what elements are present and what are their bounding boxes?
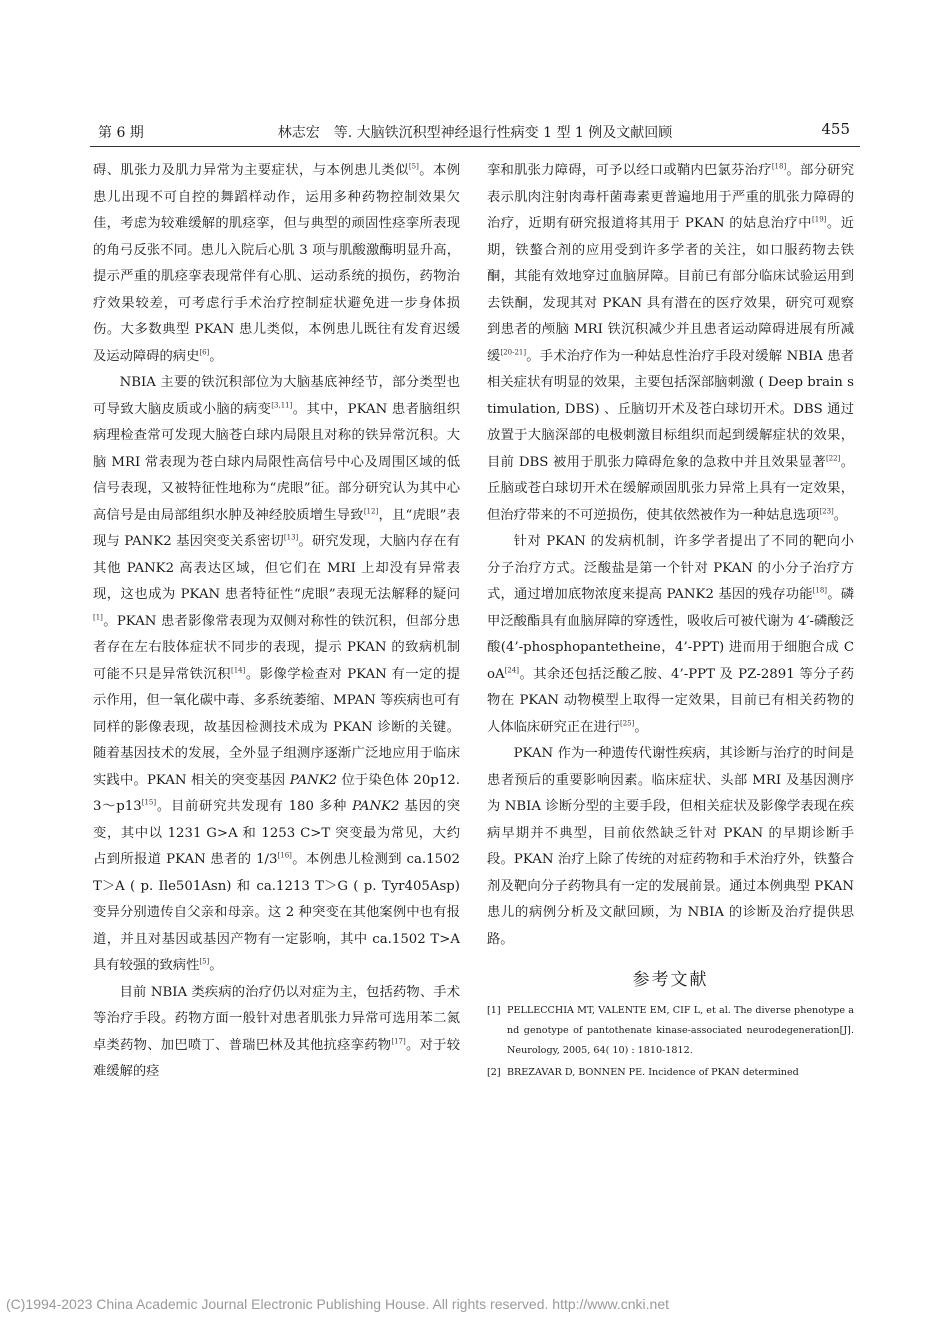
paragraph: 目前 NBIA 类疾病的治疗仍以对症为主，包括药物、手术等治疗手段。药物方面一般针对患者肌张力异常可选用苯二氮卓类药物、加巴喷丁、普瑞巴林及其他抗痉挛药物[17]。对于较难缓解的痉	[93, 984, 460, 1079]
citation: [5]	[408, 162, 419, 171]
citation: [18]	[812, 586, 828, 595]
citation: [16]	[277, 851, 292, 860]
paragraph: PKAN 作为一种遗传代谢性疾病，其诊断与治疗的时间是患者预后的重要影响因素。临床症状、头部 MRI 及基因测序为 NBIA 诊断分型的主要手段，但相关症状及影像学表现在疾病早期并不典型，目前依然缺乏针对 PKAN 的早期诊断手段。PKAN 治疗上除了传统的对症药物和手术治疗外，铁螯合剂及靶向分子药物具有一定的发展前景。通过本例典型 PKAN 患儿的病例分析及文献回顾，为 NBIA 的诊断及治疗提供思路。	[487, 746, 854, 947]
citation: [19]	[812, 215, 827, 224]
reference-item: [1] PELLECCHIA MT, VALENTE EM, CIF L, et al. The diverse phenotype and genotype of pantothenate kinase-associated neurodegeneration[J]. Neurology, 2005, 64( 10) : 1810-1812.	[487, 1001, 854, 1061]
reference-item: [2] BREZAVAR D, BONNEN PE. Incidence of PKAN determined	[487, 1063, 854, 1083]
copyright-footer: (C)1994-2023 China Academic Journal Electronic Publishing House. All rights reserved. http://www.cnki.net	[6, 1296, 669, 1312]
running-title: 林志宏 等. 大脑铁沉积型神经退行性病变 1 型 1 例及文献回顾	[277, 125, 673, 141]
citation: [3,11]	[271, 401, 293, 410]
paragraph: NBIA 主要的铁沉积部位为大脑基底神经节，部分类型也可导致大脑皮质或小脑的病变[3,11]。其中，PKAN 患者脑组织病理检查常可发现大脑苍白球内局限且对称的铁异常沉积。大脑 MRI 常表现为苍白球内局限性高信号中心及周围区域的低信号表现，又被特征性地称为“虎眼”征。部分研究认为其中心高信号是由局部组织水肿及神经胶质增生导致[12]，且“虎眼”表现与 PANK2 基因突变关系密切[13]。研究发现，大脑内存在有其他 PANK2 高表达区域，但它们在 MRI 上却没有异常表现，这也成为 PKAN 患者特征性“虎眼”表现无法解释的疑问[1]。PKAN 患者影像常表现为双侧对称性的铁沉积，但部分患者存在左右肢体症状不同步的表现，提示 PKAN 的致病机制可能不只是异常铁沉积[14]。影像学检查对 PKAN 有一定的提示作用，但一氧化碳中毒、多系统萎缩、MPAN 等疾病也可有同样的影像表现，故基因检测技术成为 PKAN 诊断的关键。随着基因技术的发展，全外显子组测序逐渐广泛地应用于临床实践中。PKAN 相关的突变基因 PANK2 位于染色体 20p12. 3～p13[15]。目前研究共发现有 180 多种 PANK2 基因的突变，其中以 1231 G>A 和 1253 C>T 突变最为常见，大约占到所报道 PKAN 患者的 1/3[16]。本例患儿检测到 ca.1502 T＞A ( p. Ile501Asn) 和 ca.1213 T＞G ( p. Tyr405Asp) 变异分别遗传自父亲和母亲。这 2 种突变在其他案例中也有报道，并且对基因或基因产物有一定影响，其中 ca.1502 T>A 具有较强的致病性[5]。	[93, 375, 461, 973]
right-column	[487, 158, 854, 1085]
citation: [18]	[771, 162, 787, 171]
citation: [13]	[283, 533, 299, 542]
issue-label: 第 6 期	[98, 125, 144, 141]
citation: [22]	[825, 454, 841, 463]
gene-name: PANK2	[352, 799, 400, 814]
citation: [17]	[391, 1037, 406, 1046]
running-header	[90, 120, 860, 147]
left-column	[93, 158, 460, 1086]
reference-number: [2]	[487, 1067, 501, 1078]
citation: [1]	[93, 613, 103, 622]
paragraph: 挛和肌张力障碍，可予以经口或鞘内巴氯芬治疗[18]。部分研究表示肌肉注射肉毒杆菌毒素更普遍地用于严重的肌张力障碍的治疗，近期有研究报道将其用于 PKAN 的姑息治疗中[19]。近期，铁螯合剂的应用受到许多学者的关注，如口服药物去铁酮，其能有效地穿过血脑屏障。目前已有部分临床试验运用到去铁酮，发现其对 PKAN 具有潜在的医疗效果，研究可观察到患者的颅脑 MRI 铁沉积减少并且患者运动障碍进展有所减缓[20-21]。手术治疗作为一种姑息性治疗手段对缓解 NBIA 患者相关症状有明显的效果，主要包括深部脑刺激 ( Deep brain stimulation, DBS) 、丘脑切开术及苍白球切开术。DBS 通过放置于大脑深部的电极刺激目标组织而起到缓解症状的效果，目前 DBS 被用于肌张力障碍危象的急救中并且效果显著[22]。丘脑或苍白球切开术在缓解顽固肌张力异常上具有一定效果，但治疗带来的不可逆损伤，使其依然被作为一种姑息选项[23]。	[487, 162, 855, 523]
citation: [20-21]	[500, 348, 527, 357]
citation: [25]	[619, 719, 635, 728]
paragraph: 针对 PKAN 的发病机制，许多学者提出了不同的靶向小分子治疗方式。泛酸盐是第一个针对 PKAN 的小分子治疗方式，通过增加底物浓度来提高 PANK2 基因的残存功能[18]。磷甲泛酸酯具有血脑屏障的穿透性，吸收后可被代谢为 4′-磷酸泛酸(4’-phosphopantetheine，4’-PPT) 进而用于细胞合成 CoA[24]。其余还包括泛酸乙胺、4’-PPT 及 PZ-2891 等分子药物在 PKAN 动物模型上取得一定效果，目前已有相关药物的人体临床研究正在进行[25]。	[487, 534, 854, 735]
citation: [5]	[199, 957, 210, 966]
page-number: 455	[821, 120, 850, 138]
reference-number: [1]	[487, 1005, 501, 1016]
citation: [6]	[199, 348, 210, 357]
references-heading: 参考文献	[632, 970, 709, 990]
citation: [23]	[819, 507, 834, 516]
citation: [14]	[231, 666, 246, 675]
citation: [24]	[504, 666, 519, 675]
paragraph: 碍、肌张力及肌力异常为主要症状，与本例患儿类似[5]。本例患儿出现不可自控的舞蹈样动作，运用多种药物控制效果欠佳，考虑为较难缓解的肌痉挛，但与典型的顽固性痉挛所表现的角弓反张不同。患儿入院后心肌 3 项与肌酸激酶明显升高，提示严重的肌痉挛表现常伴有心肌、运动系统的损伤，药物治疗效果较差，可考虑行手术治疗控制症状避免进一步身体损伤。大多数典型 PKAN 患儿类似，本例患儿既往有发育迟缓及运动障碍的病史[6]。	[93, 162, 461, 364]
gene-name: PANK2	[289, 772, 338, 788]
citation: [12]	[363, 507, 379, 516]
citation: [15]	[141, 798, 157, 807]
